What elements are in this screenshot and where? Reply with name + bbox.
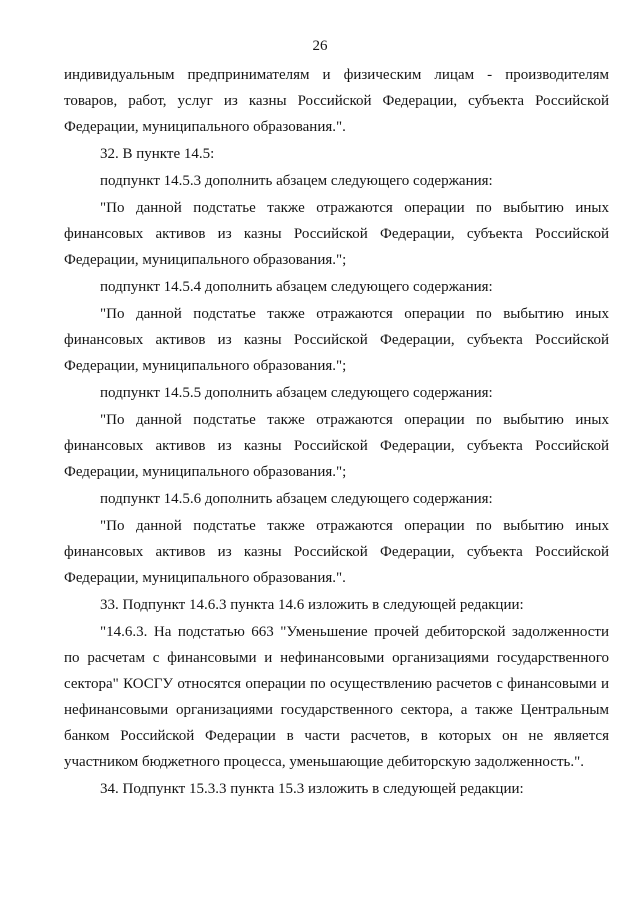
paragraph: 33. Подпункт 14.6.3 пункта 14.6 изложить в следующей редакции: — [100, 597, 524, 613]
paragraph: 34. Подпункт 15.3.3 пункта 15.3 изложить в следующей редакции: — [100, 781, 524, 797]
paragraph: "По данной подстатье также отражаются операции по выбытию иных финансовых активов из казны Российской Федерации, субъекта Российской Федерации, муниципального образования."; — [64, 412, 609, 480]
paragraph: "14.6.3. На подстатью 663 "Уменьшение прочей дебиторской задолженности по расчетам с финансовыми и нефинансовыми организациями государственного сектора" КОСГУ относятся операции по осуществлению расчетов с финансовыми и нефинансовыми организациями государственного сектора, а также Центральным банком Российской Федерации в части расчетов, в которых он не является участником бюджетного процесса, уменьшающие дебиторскую задолженность.". — [64, 624, 609, 770]
paragraph: "По данной подстатье также отражаются операции по выбытию иных финансовых активов из казны Российской Федерации, субъекта Российской Федерации, муниципального образования.". — [64, 518, 609, 586]
paragraph: подпункт 14.5.4 дополнить абзацем следующего содержания: — [100, 279, 493, 295]
paragraph: подпункт 14.5.6 дополнить абзацем следующего содержания: — [100, 491, 493, 507]
paragraph: "По данной подстатье также отражаются операции по выбытию иных финансовых активов из казны Российской Федерации, субъекта Российской Федерации, муниципального образования."; — [64, 306, 609, 374]
paragraph: подпункт 14.5.3 дополнить абзацем следующего содержания: — [100, 173, 493, 189]
paragraph: подпункт 14.5.5 дополнить абзацем следующего содержания: — [100, 385, 493, 401]
paragraph: "По данной подстатье также отражаются операции по выбытию иных финансовых активов из казны Российской Федерации, субъекта Российской Федерации, муниципального образования."; — [64, 200, 609, 268]
paragraph: индивидуальным предпринимателям и физическим лицам - производителям товаров, работ, услуг из казны Российской Федерации, субъекта Российской Федерации, муниципального образования.". — [64, 67, 609, 135]
page-number: 26 — [312, 38, 328, 54]
document-body — [64, 62, 609, 802]
paragraph: 32. В пункте 14.5: — [100, 146, 215, 162]
